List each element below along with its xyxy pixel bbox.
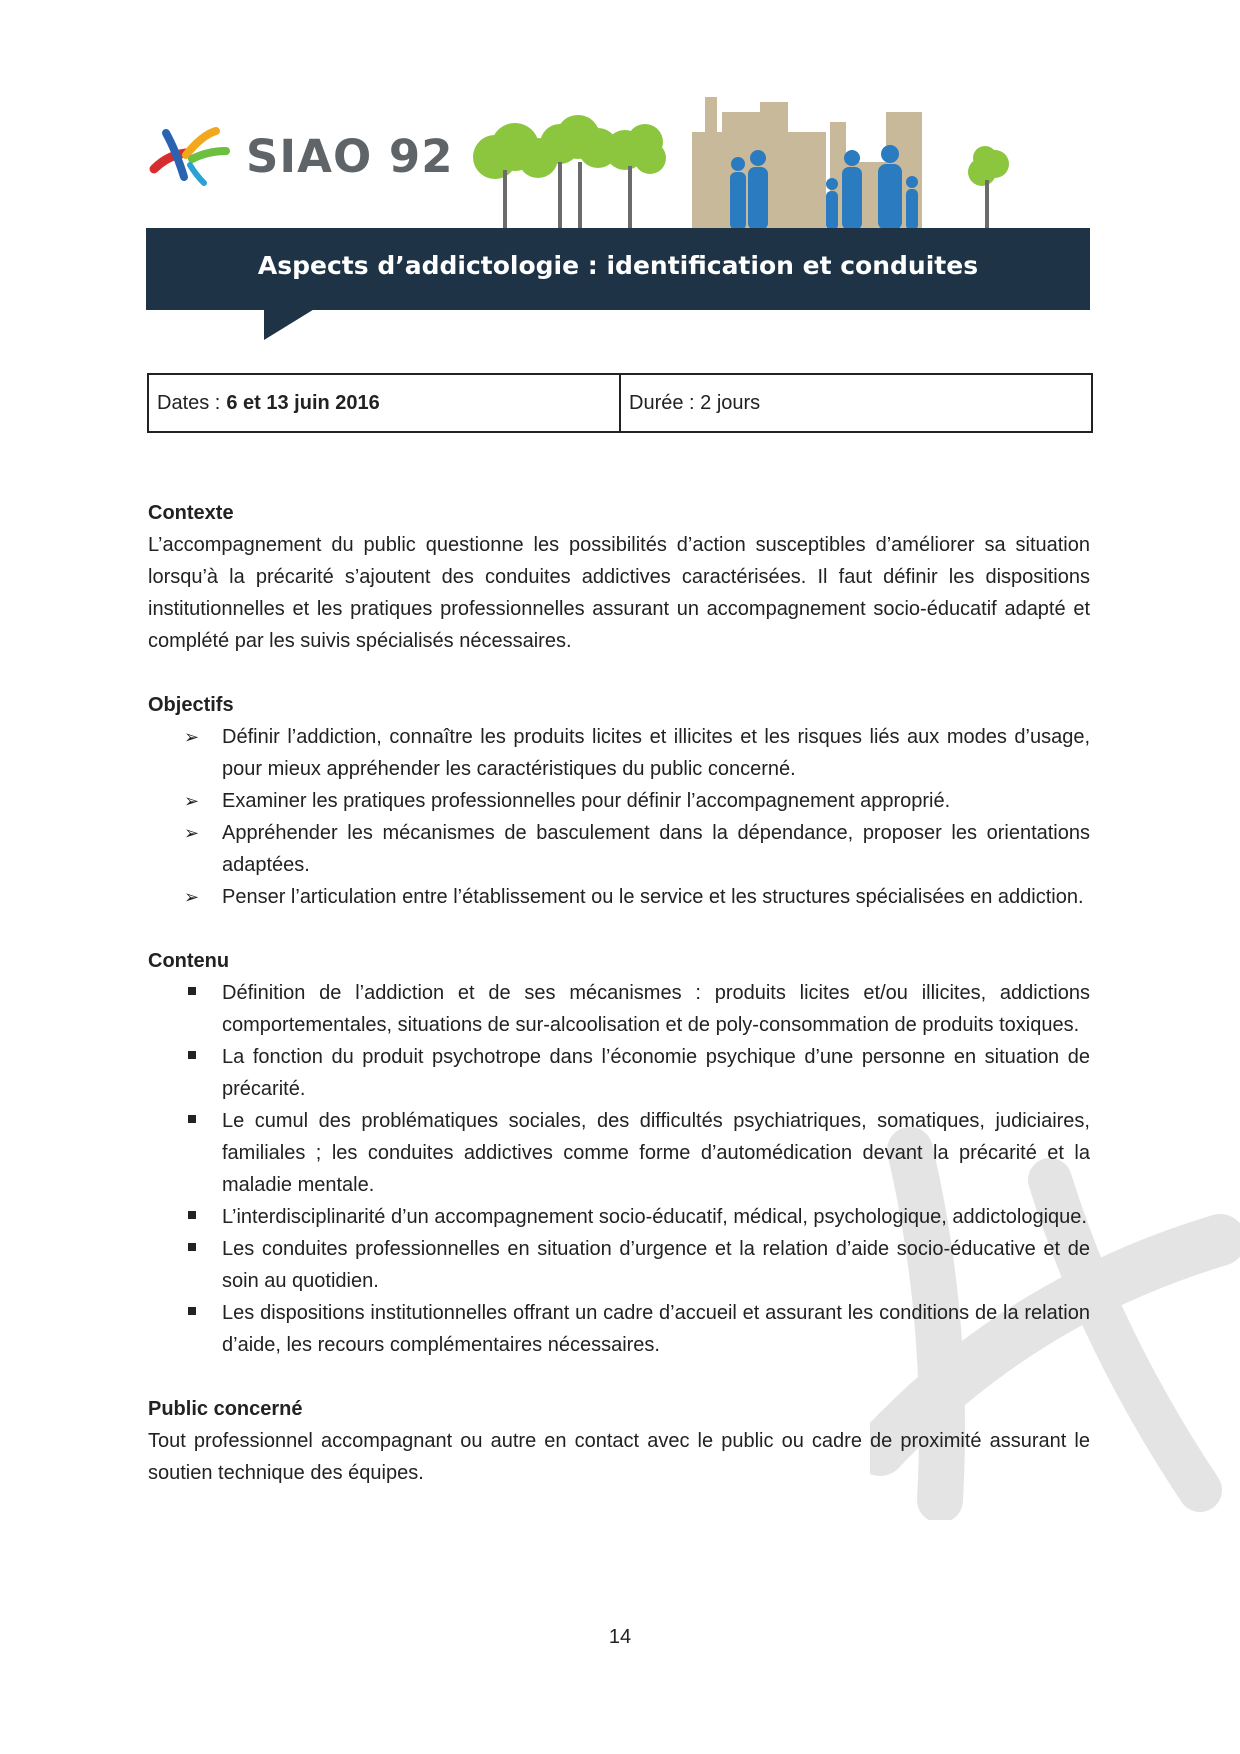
contexte-heading: Contexte [148,502,234,524]
contexte-text: L’accompagnement du public questionne les possibilités d’action susceptibles d’améliorer sa situation lorsqu’à la précarité s’ajoutent des conduites addictives caractérisées. Il faut définir les dispositions institutionnelles et les pratiques professionnelles assurant un accompagnement socio-éducatif adapté et complété par les suivis spécialisés nécessaires. [148,534,1090,652]
dates-value: 6 et 13 juin 2016 [226,391,380,414]
page-title: Aspects d’addictologie : identification et conduites [257,251,979,280]
square-bullet-icon [188,1211,196,1219]
duration-cell [619,375,1091,431]
main-content [148,497,1090,1489]
dates-duration-box [147,373,1093,433]
list-item: Le cumul des problématiques sociales, des difficultés psychiatriques, somatiques, judiciaires, familiales ; les conduites addictives comme forme d’automédication devant la précarité et la maladie mentale. [148,1105,1090,1201]
list-item: ➢ Définir l’addiction, connaître les produits licites et illicites et les risques liés aux modes d’usage, pour mieux appréhender les caractéristiques du public concerné. [148,721,1090,785]
square-bullet-icon [188,987,196,995]
public-heading: Public concerné [148,1398,303,1420]
square-bullet-icon [188,1051,196,1059]
page-number: 14 [608,1626,632,1648]
objectifs-list [148,721,1090,913]
list-item: Les conduites professionnelles en situation d’urgence et la relation d’aide socio-éducative et de soin au quotidien. [148,1233,1090,1297]
contenu-heading: Contenu [148,950,230,972]
list-item: L’interdisciplinarité d’un accompagnement socio-éducatif, médical, psychologique, addictologique. [148,1201,1090,1233]
list-item: La fonction du produit psychotrope dans l’économie psychique d’une personne en situation de précarité. [148,1041,1090,1105]
dates-label: Dates : [157,391,221,414]
logo-text: SIAO 92 [246,129,454,183]
list-item: ➢ Appréhender les mécanismes de basculement dans la dépendance, proposer les orientations adaptées. [148,817,1090,881]
dates-cell [149,375,619,431]
arrow-bullet-icon: ➢ [184,823,200,843]
list-item: ➢ Penser l’articulation entre l’établissement ou le service et les structures spécialisées en addiction. [148,881,1090,913]
siao-logo [146,125,454,187]
public-text: Tout professionnel accompagnant ou autre en contact avec le public ou cadre de proximité assurant le soutien technique des équipes. [148,1430,1090,1484]
arrow-bullet-icon: ➢ [184,791,200,811]
square-bullet-icon [188,1243,196,1251]
city-family-illustration [460,92,1020,232]
square-bullet-icon [188,1115,196,1123]
list-item: ➢ Examiner les pratiques professionnelles pour définir l’accompagnement approprié. [148,785,1090,817]
contenu-list [148,977,1090,1361]
square-bullet-icon [188,1307,196,1315]
banner-speech-tail [264,308,316,340]
siao-logo-icon [146,125,234,187]
arrow-bullet-icon: ➢ [184,887,200,907]
list-item: Les dispositions institutionnelles offrant un cadre d’accueil et assurant les conditions de la relation d’aide, les recours complémentaires nécessaires. [148,1297,1090,1361]
list-item: Définition de l’addiction et de ses mécanismes : produits licites et/ou illicites, addictions comportementales, situations de sur-alcoolisation et de poly-consommation de produits toxiques. [148,977,1090,1041]
objectifs-heading: Objectifs [148,694,234,716]
arrow-bullet-icon: ➢ [184,727,200,747]
title-banner [146,228,1090,310]
duration-text: Durée : 2 jours [629,391,761,414]
